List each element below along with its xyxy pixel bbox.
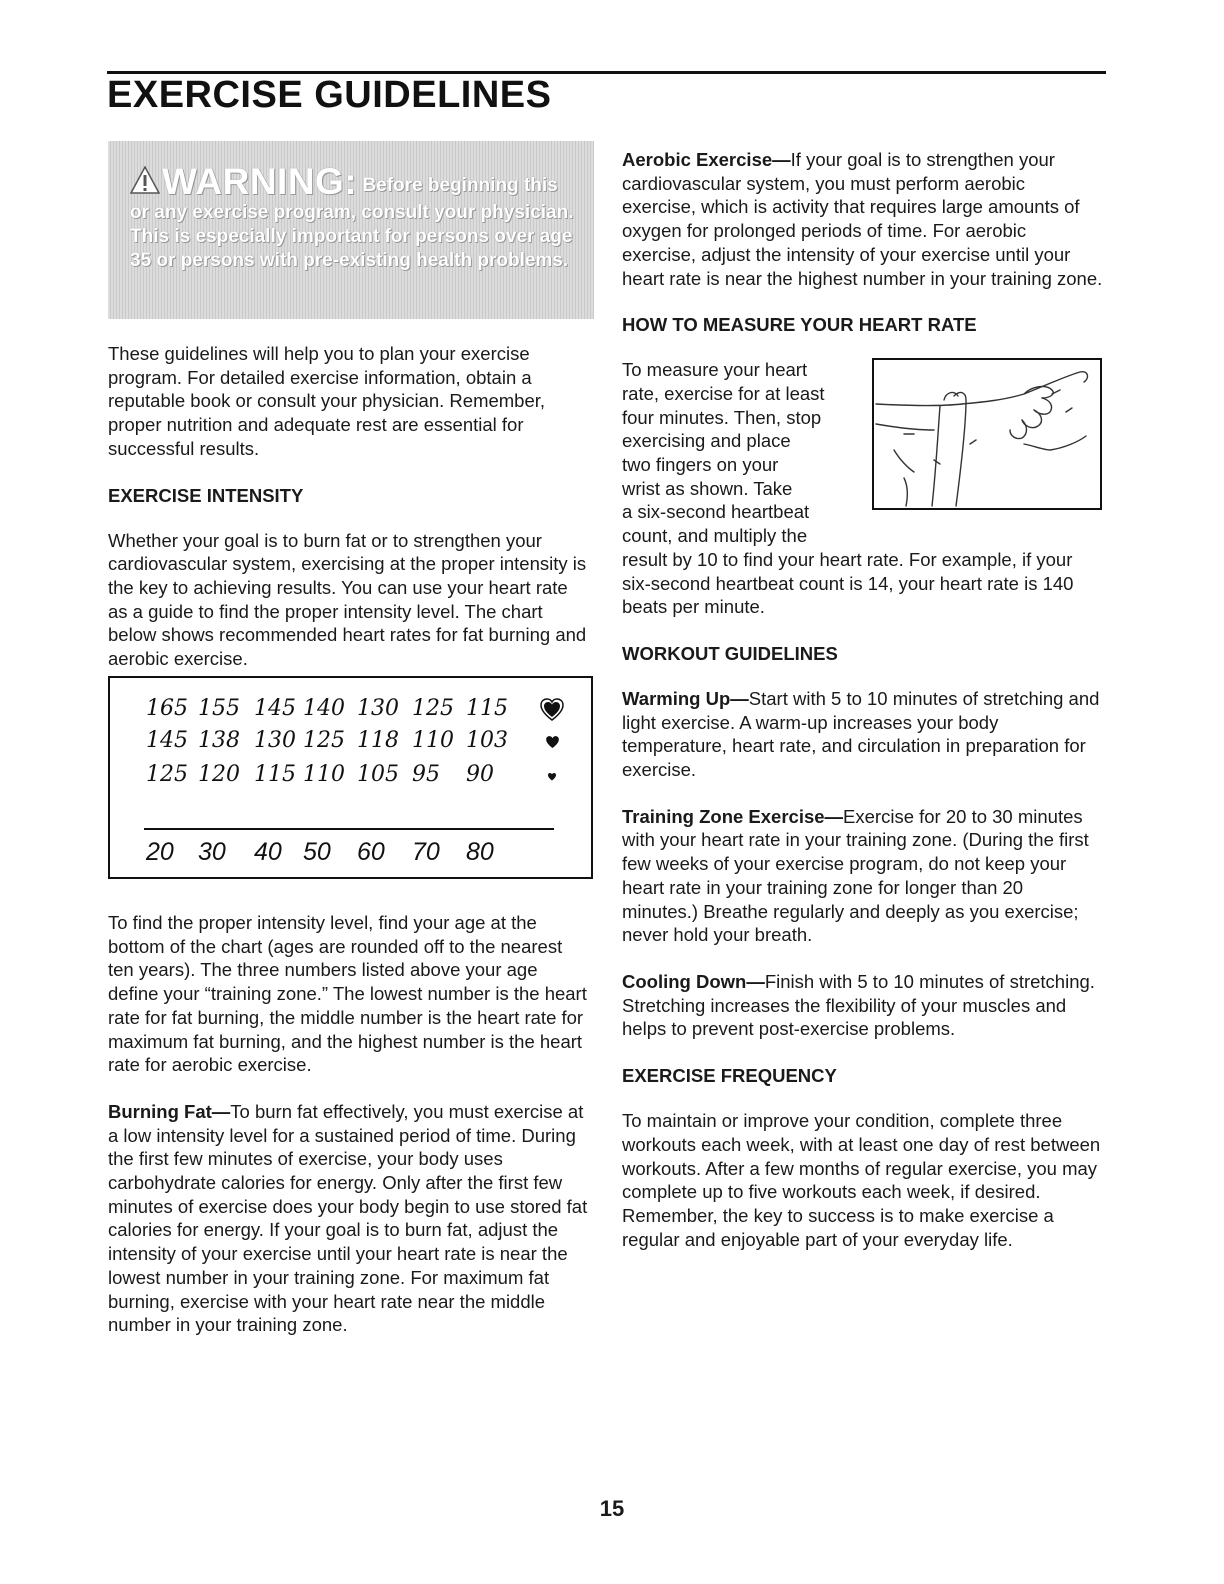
age-value: 50 [303, 838, 331, 866]
heart-rate-value: 155 [198, 696, 240, 721]
heart-rate-value: 120 [198, 762, 240, 787]
heart-rate-value: 130 [254, 728, 296, 753]
workout-heading: WORKOUT GUIDELINES [622, 642, 838, 664]
training-zone-lead: Training Zone Exercise— [622, 805, 844, 827]
heart-rate-value: 130 [357, 696, 399, 721]
wrist-pulse-icon [874, 360, 1100, 508]
measure-line: To measure your heart [622, 359, 808, 381]
warming-up-text: Start with 5 to 10 minutes of stretching and light exercise. A warm-up increases your body temperature, heart rate, and circulation in preparation for exercise. [622, 687, 1100, 781]
right-column [622, 148, 1104, 1274]
measure-line: two fingers on your [622, 454, 779, 476]
warning-text: Before beginning this or any exercise program, consult your physician. This is especially important for persons over age 35 or persons with pre-existing health problems. [130, 175, 574, 271]
heart-rate-value: 138 [198, 728, 240, 753]
left-column [108, 342, 590, 694]
cooling-down-text: Finish with 5 to 10 minutes of stretching. Stretching increases the flexibility of your muscles and helps to prevent post-exercise problems. [622, 970, 1095, 1040]
heart-rate-value: 125 [412, 696, 454, 721]
burning-fat-text: To burn fat effectively, you must exercise at a low intensity level for a sustained period of time. During the first few minutes of exercise, your body uses carbohydrate calories for energy. Only after the first few minutes of exercise does your body begin to use stored fat calories for energy. If your goal is to burn fat, adjust the intensity of your exercise until your heart rate is near the lowest number in your training zone. For maximum fat burning, exercise with your heart rate near the middle number in your training zone. [108, 1100, 588, 1336]
burning-fat-paragraph [108, 1100, 590, 1337]
chart-explanation: To find the proper intensity level, find your age at the bottom of the chart (ages are rounded off to the nearest ten years). The three numbers listed above your age define your “training zone.” The lowest number is the heart rate for fat burning, the middle number is the heart rate for maximum fat burning, and the highest number is the heart rate for aerobic exercise. [108, 912, 587, 1076]
training-zone-text: Exercise for 20 to 30 minutes with your heart rate in your training zone. (During the first few weeks of your exercise program, do not keep your heart rate in your training zone for longer than 20 minutes.) Breathe regularly and deeply as you exercise; never hold your breath. [622, 805, 1089, 946]
warning-triangle-icon [130, 166, 160, 201]
heart-rate-value: 118 [357, 728, 399, 753]
chart-separator [144, 828, 554, 830]
measure-line: exercising and place [622, 430, 791, 452]
cooling-down-lead: Cooling Down— [622, 970, 765, 992]
measure-section [622, 358, 1104, 619]
frequency-heading: EXERCISE FREQUENCY [622, 1065, 837, 1087]
warning-heading: WARNING: [162, 161, 358, 202]
measure-line: a six-second heartbeat [622, 501, 810, 523]
intensity-heading: EXERCISE INTENSITY [108, 484, 304, 506]
page-title: EXERCISE GUIDELINES [107, 74, 552, 116]
warning-content [130, 161, 580, 273]
measure-line: count, and multiply the [622, 525, 808, 547]
cooling-down-paragraph [622, 970, 1104, 1041]
age-value: 30 [198, 838, 226, 866]
training-zone-paragraph [622, 805, 1104, 947]
heart-rate-value: 140 [303, 696, 345, 721]
heart-rate-value: 90 [466, 762, 494, 787]
heart-rate-value: 165 [146, 696, 188, 721]
warning-box [108, 141, 594, 319]
heart-rate-value: 95 [412, 762, 440, 787]
page-number: 15 [599, 1496, 625, 1521]
age-value: 40 [254, 838, 282, 866]
heart-rate-chart [108, 676, 593, 879]
medium-heart-icon [543, 733, 562, 757]
frequency-paragraph: To maintain or improve your condition, complete three workouts each week, with at least one day of rest between workouts. After a few months of regular exercise, you may complete up to five workouts each week, if desired. Remember, the key to success is to make exercise a regular and enjoyable part of your everyday life. [622, 1110, 1101, 1250]
measure-line: rate, exercise for at least [622, 382, 825, 404]
heart-rate-value: 115 [254, 762, 296, 787]
measure-line: wrist as shown. Take [622, 477, 793, 499]
warming-up-lead: Warming Up— [622, 687, 749, 709]
heart-rate-value: 125 [146, 762, 188, 787]
aerobic-text: If your goal is to strengthen your cardiovascular system, you must perform aerobic exercise, which is activity that requires large amounts of oxygen for prolonged periods of time. For aerobic exercise, adjust the intensity of your exercise until your heart rate is near the highest number in your training zone. [622, 149, 1103, 289]
heart-rate-value: 125 [303, 728, 345, 753]
intensity-paragraph: Whether your goal is to burn fat or to strengthen your cardiovascular system, exercising at the proper intensity is the key to achieving results. You can use your heart rate as a guide to find the proper intensity level. The chart below shows recommended heart rates for fat burning and aerobic exercise. [108, 529, 587, 670]
wrist-pulse-illustration [872, 358, 1102, 510]
age-value: 60 [357, 838, 385, 866]
measure-rest: result by 10 to find your heart rate. For example, if your six-second heartbeat count is 14, your heart rate is 140 beats per minute. [622, 548, 1074, 618]
small-heart-icon [546, 770, 558, 788]
large-heart-icon [540, 698, 564, 727]
age-value: 80 [466, 838, 494, 866]
heart-rate-value: 145 [254, 696, 296, 721]
burning-fat-lead: Burning Fat— [108, 1100, 231, 1122]
warming-up-paragraph [622, 687, 1104, 782]
age-value: 70 [412, 838, 440, 866]
measure-line: four minutes. Then, stop [622, 406, 822, 428]
aerobic-lead: Aerobic Exercise— [622, 149, 791, 170]
heart-rate-value: 145 [146, 728, 188, 753]
heart-rate-value: 115 [466, 696, 508, 721]
left-column-lower [108, 911, 590, 1360]
heart-rate-value: 110 [412, 728, 454, 753]
measure-heading: HOW TO MEASURE YOUR HEART RATE [622, 314, 977, 336]
heart-rate-value: 105 [357, 762, 399, 787]
age-value: 20 [146, 838, 174, 866]
heart-rate-value: 110 [303, 762, 345, 787]
heart-rate-value: 103 [466, 728, 508, 753]
intro-paragraph: These guidelines will help you to plan your exercise program. For detailed exercise information, obtain a reputable book or consult your physician. Remember, proper nutrition and adequate rest are essential for successful results. [108, 343, 546, 459]
aerobic-paragraph [622, 148, 1104, 290]
